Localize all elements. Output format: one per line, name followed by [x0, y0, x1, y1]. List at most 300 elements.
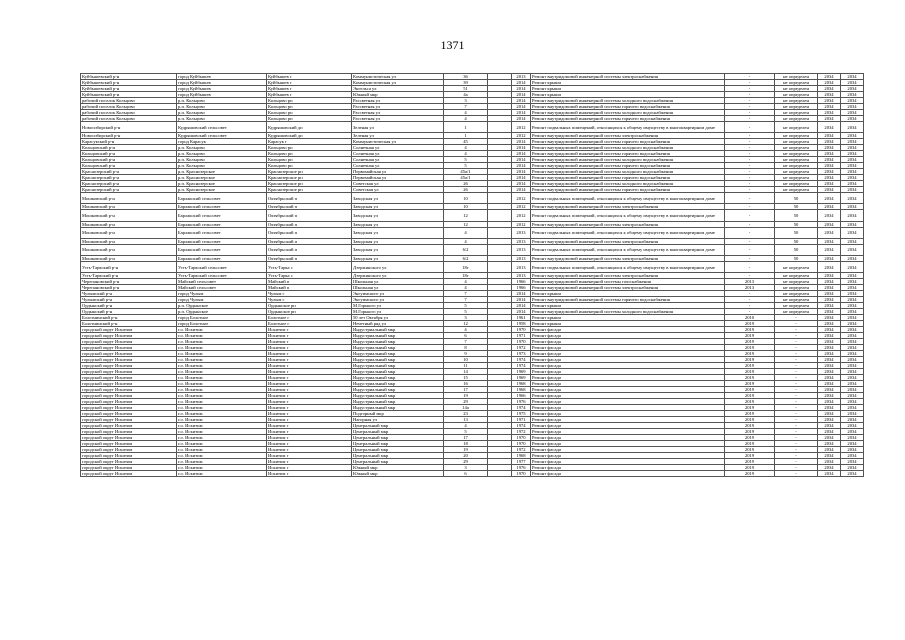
cell-plan-start: 2034 [818, 369, 841, 375]
cell-house: 16 [444, 381, 488, 387]
table-body [81, 74, 864, 477]
cell-settlement: Октябрьский п [267, 193, 352, 204]
cell-cost: не определен [775, 285, 818, 291]
cell-municipality: Кудряшовский сельсовет [177, 122, 267, 133]
cell-street: М.Горького ул [352, 303, 444, 309]
cell-prev-year: - [725, 163, 775, 169]
cell-municipality: Кудряшовский сельсовет [177, 133, 267, 139]
cell-municipality: Барлакский сельсовет [177, 227, 267, 238]
cell-district: Болотнинский р-н [81, 315, 177, 321]
cell-cost: не определен [775, 151, 818, 157]
cell-street: Зеленая ул [352, 122, 444, 133]
cell-street: Энгуимского ул [352, 297, 444, 303]
cell-settlement: Искитим г [267, 393, 352, 399]
cell-municipality: г.о. Искитим [177, 351, 267, 357]
cell-prev-year: - [725, 309, 775, 315]
cell-street: Коммунистическая ул [352, 80, 444, 86]
cell-prev-year: - [725, 238, 775, 244]
cell-building [488, 244, 512, 255]
cell-year: 2014 [512, 80, 531, 86]
cell-plan-start: 2034 [818, 447, 841, 453]
cell-prev-year: - [725, 303, 775, 309]
cell-district: Мошковский р-н [81, 221, 177, 227]
cell-year: 2012 [512, 210, 531, 221]
cell-house: 36 [444, 74, 488, 80]
cell-municipality: р.п. Краснозерское [177, 169, 267, 175]
cell-street: Заводская ул [352, 221, 444, 227]
cell-plan-start: 2034 [818, 139, 841, 145]
cell-year: 1972 [512, 429, 531, 435]
cell-year: 1977 [512, 459, 531, 465]
cell-work-type: Ремонт внутридомовой инженерной системы электроснабжения [531, 285, 725, 291]
cell-house: 51 [444, 86, 488, 92]
cell-year: 2014 [512, 157, 531, 163]
cell-settlement: Краснозерское рп [267, 187, 352, 193]
cell-street: Нечетный ряд ул [352, 321, 444, 327]
cell-district: городской округ Искитим [81, 381, 177, 387]
cell-year: 2014 [512, 86, 531, 92]
cell-work-type: Ремонт фасада [531, 423, 725, 429]
cell-prev-year: - [725, 273, 775, 279]
cell-plan-end: 2034 [841, 471, 864, 477]
cell-work-type: Ремонт внутридомовой инженерной системы электроснабжения [531, 255, 725, 261]
cell-street: Индустриальный мкр [352, 387, 444, 393]
cell-street: Солнечная ул [352, 145, 444, 151]
cell-street: Заводская ул [352, 227, 444, 238]
cell-plan-start: 2034 [818, 181, 841, 187]
cell-year: 2014 [512, 98, 531, 104]
cell-district: городской округ Искитим [81, 375, 177, 381]
cell-district: городской округ Искитим [81, 363, 177, 369]
cell-prev-year: - [725, 297, 775, 303]
cell-work-type: Ремонт крыши [531, 86, 725, 92]
cell-year: 1970 [512, 435, 531, 441]
cell-plan-end: 2034 [841, 405, 864, 411]
cell-street: Солнечная ул [352, 163, 444, 169]
cell-prev-year: - [725, 291, 775, 297]
cell-prev-year: - [725, 244, 775, 255]
cell-cost: 50 [775, 227, 818, 238]
cell-cost: 50 [775, 238, 818, 244]
cell-settlement: Чулым г [267, 297, 352, 303]
cell-house: 10 [444, 357, 488, 363]
cell-municipality: г.о. Искитим [177, 387, 267, 393]
cell-settlement: Искитим г [267, 435, 352, 441]
cell-house: 8 [444, 345, 488, 351]
cell-plan-start: 2034 [818, 393, 841, 399]
cell-plan-start: 2034 [818, 187, 841, 193]
cell-street: Центральный мкр [352, 453, 444, 459]
cell-municipality: г.о. Искитим [177, 363, 267, 369]
cell-house: 3 [444, 315, 488, 321]
cell-municipality: г.о. Искитим [177, 441, 267, 447]
cell-plan-start: 2034 [818, 471, 841, 477]
cell-municipality: Майский сельсовет [177, 279, 267, 285]
cell-work-type: Ремонт внутридомовой инженерной системы горячего водоснабжения [531, 163, 725, 169]
cell-cost: не определен [775, 261, 818, 272]
cell-settlement: Искитим г [267, 417, 352, 423]
cell-year: 2013 [512, 227, 531, 238]
cell-work-type: Ремонт фасада [531, 375, 725, 381]
cell-plan-start: 2034 [818, 244, 841, 255]
cell-prev-year: 2013 [725, 279, 775, 285]
cell-cost: - [775, 429, 818, 435]
cell-work-type: Ремонт внутридомовой инженерной системы горячего водоснабжения [531, 139, 725, 145]
cell-settlement: Октябрьский п [267, 244, 352, 255]
cell-municipality: Барлакский сельсовет [177, 210, 267, 221]
cell-plan-end: 2034 [841, 441, 864, 447]
cell-district: Мошковский р-н [81, 238, 177, 244]
cell-municipality: р.п. Кольцово [177, 145, 267, 151]
cell-plan-start: 2034 [818, 465, 841, 471]
cell-house: 4 [444, 285, 488, 291]
cell-cost: не определен [775, 291, 818, 297]
cell-house: 7 [444, 339, 488, 345]
cell-plan-end: 2034 [841, 399, 864, 405]
cell-work-type: Ремонт фасада [531, 399, 725, 405]
cell-work-type: Ремонт внутридомовой инженерной системы холодного водоснабжения [531, 98, 725, 104]
cell-plan-start: 2034 [818, 297, 841, 303]
cell-year: 2014 [512, 151, 531, 157]
cell-year: 2014 [512, 145, 531, 151]
cell-plan-start: 2034 [818, 175, 841, 181]
cell-municipality: Барлакский сельсовет [177, 244, 267, 255]
cell-plan-start: 2034 [818, 279, 841, 285]
cell-plan-start: 2034 [818, 291, 841, 297]
cell-year: 1970 [512, 441, 531, 447]
cell-work-type: Ремонт внутридомовой инженерной системы холодного водоснабжения [531, 181, 725, 187]
cell-year: 2014 [512, 169, 531, 175]
cell-municipality: р.п. Ордынское [177, 309, 267, 315]
cell-prev-year: 2019 [725, 471, 775, 477]
cell-year: 1966 [512, 279, 531, 285]
cell-year: 2014 [512, 181, 531, 187]
cell-plan-end: 2034 [841, 116, 864, 122]
cell-cost: 50 [775, 193, 818, 204]
cell-plan-end: 2034 [841, 345, 864, 351]
cell-plan-end: 2034 [841, 187, 864, 193]
cell-district: Усть-Таркский р-н [81, 261, 177, 272]
cell-house: 7 [444, 104, 488, 110]
cell-house: 29 [444, 459, 488, 465]
cell-district: городской округ Искитим [81, 327, 177, 333]
cell-year: 1975 [512, 411, 531, 417]
cell-street: Подгорный мкр [352, 411, 444, 417]
cell-year: 2013 [512, 273, 531, 279]
cell-district: Мошковский р-н [81, 244, 177, 255]
cell-house: 4 [444, 110, 488, 116]
cell-street: 50 лет Октября ул [352, 315, 444, 321]
cell-settlement: Октябрьский п [267, 210, 352, 221]
page-number: 1371 [440, 38, 465, 52]
cell-house: 4 [444, 227, 488, 238]
cell-district: городской округ Искитим [81, 405, 177, 411]
cell-work-type: Ремонт фасада [531, 441, 725, 447]
cell-municipality: г.о. Искитим [177, 369, 267, 375]
cell-plan-start: 2034 [818, 417, 841, 423]
cell-cost: 50 [775, 255, 818, 261]
cell-district: Краснозерский р-н [81, 187, 177, 193]
cell-building [488, 122, 512, 133]
cell-work-type: Ремонт крыши [531, 303, 725, 309]
cell-plan-end: 2034 [841, 181, 864, 187]
cell-plan-start: 2034 [818, 375, 841, 381]
cell-district: Кольцовский р-н [81, 157, 177, 163]
cell-cost: - [775, 375, 818, 381]
cell-work-type: Ремонт внутридомовой инженерной системы газоснабжения [531, 279, 725, 285]
cell-street: Коммунистическая ул [352, 74, 444, 80]
cell-cost: - [775, 411, 818, 417]
cell-year: 1974 [512, 363, 531, 369]
cell-district: Болотнинский р-н [81, 321, 177, 327]
cell-municipality: г.о. Искитим [177, 345, 267, 351]
cell-plan-end: 2034 [841, 238, 864, 244]
cell-street: Рассветная ул [352, 98, 444, 104]
cell-work-type: Ремонт фасада [531, 429, 725, 435]
cell-plan-start: 2034 [818, 261, 841, 272]
cell-house: 12 [444, 210, 488, 221]
cell-cost: не определен [775, 139, 818, 145]
cell-prev-year: 2019 [725, 345, 775, 351]
cell-municipality: г.о. Искитим [177, 375, 267, 381]
cell-house: 9 [444, 351, 488, 357]
cell-settlement: Искитим г [267, 405, 352, 411]
cell-municipality: г.о. Искитим [177, 327, 267, 333]
cell-settlement: Майский п [267, 285, 352, 291]
cell-street: Солнечная ул [352, 157, 444, 163]
cell-municipality: р.п. Ордынское [177, 303, 267, 309]
cell-plan-end: 2034 [841, 175, 864, 181]
cell-district: городской округ Искитим [81, 387, 177, 393]
cell-house: 4 [444, 279, 488, 285]
cell-house: 14a [444, 405, 488, 411]
table-row [81, 244, 864, 255]
cell-work-type: Ремонт фасада [531, 465, 725, 471]
cell-work-type: Ремонт подвальных помещений, относящихся к общему имуществу в многоквартирном доме [531, 227, 725, 238]
cell-street: Рассветная ул [352, 116, 444, 122]
cell-settlement: Краснозерское рп [267, 169, 352, 175]
cell-cost: не определен [775, 86, 818, 92]
cell-municipality: г.о. Искитим [177, 453, 267, 459]
cell-district: городской округ Искитим [81, 333, 177, 339]
cell-prev-year: - [725, 193, 775, 204]
cell-plan-end: 2034 [841, 459, 864, 465]
cell-street: Южный мкр [352, 471, 444, 477]
cell-plan-end: 2034 [841, 139, 864, 145]
cell-prev-year: - [725, 80, 775, 86]
cell-plan-end: 2034 [841, 453, 864, 459]
cell-house: 18г [444, 261, 488, 272]
cell-plan-start: 2034 [818, 303, 841, 309]
cell-settlement: Искитим г [267, 429, 352, 435]
cell-year: 2013 [512, 74, 531, 80]
cell-year: 1976 [512, 399, 531, 405]
cell-plan-end: 2034 [841, 151, 864, 157]
cell-plan-start: 2034 [818, 345, 841, 351]
cell-year: 2014 [512, 175, 531, 181]
cell-street: Индустриальный мкр [352, 375, 444, 381]
cell-prev-year: - [725, 145, 775, 151]
cell-work-type: Ремонт фасада [531, 453, 725, 459]
cell-year: 2014 [512, 303, 531, 309]
cell-plan-start: 2034 [818, 163, 841, 169]
cell-work-type: Ремонт внутридомовой инженерной системы электроснабжения [531, 204, 725, 210]
cell-plan-start: 2034 [818, 273, 841, 279]
cell-settlement: Искитим г [267, 381, 352, 387]
cell-work-type: Ремонт фасада [531, 447, 725, 453]
cell-plan-start: 2034 [818, 309, 841, 315]
cell-year: 1974 [512, 423, 531, 429]
cell-settlement: Кольцово рп [267, 116, 352, 122]
cell-prev-year: - [725, 116, 775, 122]
cell-street: Индустриальный мкр [352, 399, 444, 405]
cell-district: Ордынский р-н [81, 309, 177, 315]
cell-prev-year: 2019 [725, 333, 775, 339]
cell-district: рабочий поселок Кольцово [81, 110, 177, 116]
cell-settlement: Октябрьский п [267, 238, 352, 244]
cell-plan-end: 2034 [841, 122, 864, 133]
cell-plan-end: 2034 [841, 387, 864, 393]
cell-settlement: Кольцово рп [267, 151, 352, 157]
cell-street: Центральный мкр [352, 429, 444, 435]
cell-house: 26 [444, 181, 488, 187]
cell-cost: не определен [775, 80, 818, 86]
cell-settlement: Искитим г [267, 363, 352, 369]
cell-municipality: город Чулым [177, 297, 267, 303]
cell-house: 18 [444, 441, 488, 447]
cell-cost: - [775, 333, 818, 339]
cell-year: 2014 [512, 92, 531, 98]
cell-plan-end: 2034 [841, 169, 864, 175]
cell-plan-end: 2034 [841, 417, 864, 423]
cell-municipality: г.о. Искитим [177, 423, 267, 429]
cell-house: 45 [444, 139, 488, 145]
cell-work-type: Ремонт подвальных помещений, относящихся к общему имуществу в многоквартирном доме [531, 193, 725, 204]
cell-settlement: Чулым г [267, 291, 352, 297]
cell-plan-start: 2034 [818, 227, 841, 238]
cell-district: Чулымский р-н [81, 291, 177, 297]
cell-building [488, 193, 512, 204]
cell-work-type: Ремонт фасада [531, 333, 725, 339]
cell-cost: - [775, 465, 818, 471]
cell-street: Центральный мкр [352, 447, 444, 453]
cell-municipality: г.о. Искитим [177, 435, 267, 441]
cell-district: Кольцовский р-н [81, 163, 177, 169]
cell-plan-end: 2034 [841, 393, 864, 399]
cell-prev-year: - [725, 181, 775, 187]
cell-cost: - [775, 345, 818, 351]
cell-settlement: Карасук г [267, 139, 352, 145]
cell-municipality: г.о. Искитим [177, 429, 267, 435]
cell-work-type: Ремонт фасада [531, 471, 725, 477]
cell-settlement: Кольцово рп [267, 145, 352, 151]
cell-work-type: Ремонт крыши [531, 291, 725, 297]
cell-cost: - [775, 459, 818, 465]
cell-settlement: Ордынское рп [267, 303, 352, 309]
cell-district: городской округ Искитим [81, 447, 177, 453]
cell-year: 1971 [512, 417, 531, 423]
cell-settlement: Искитим г [267, 459, 352, 465]
cell-cost: - [775, 417, 818, 423]
cell-municipality: р.п. Краснозерское [177, 175, 267, 181]
cell-house: 45a/1 [444, 175, 488, 181]
cell-plan-end: 2034 [841, 157, 864, 163]
cell-district: городской округ Искитим [81, 399, 177, 405]
cell-work-type: Ремонт фасада [531, 339, 725, 345]
cell-cost: - [775, 447, 818, 453]
cell-plan-end: 2034 [841, 363, 864, 369]
cell-house: 4 [444, 151, 488, 157]
cell-settlement: Кудряшовский дп [267, 122, 352, 133]
cell-year: 2014 [512, 309, 531, 315]
cell-plan-end: 2034 [841, 381, 864, 387]
cell-district: Мошковский р-н [81, 255, 177, 261]
cell-work-type: Ремонт крыши [531, 321, 725, 327]
cell-plan-end: 2034 [841, 92, 864, 98]
cell-work-type: Ремонт внутридомовой инженерной системы электроснабжения [531, 133, 725, 139]
cell-work-type: Ремонт внутридомовой инженерной системы горячего водоснабжения [531, 297, 725, 303]
cell-prev-year: 2010 [725, 315, 775, 321]
cell-plan-start: 2034 [818, 363, 841, 369]
cell-year: 2012 [512, 133, 531, 139]
cell-plan-end: 2034 [841, 321, 864, 327]
cell-street: Индустриальный мкр [352, 351, 444, 357]
cell-year: 1974 [512, 405, 531, 411]
cell-municipality: р.п. Кольцово [177, 116, 267, 122]
cell-plan-start: 2034 [818, 255, 841, 261]
cell-street: Индустриальный мкр [352, 405, 444, 411]
cell-district: Куйбышевский р-н [81, 80, 177, 86]
cell-cost: не определен [775, 92, 818, 98]
cell-work-type: Ремонт фасада [531, 351, 725, 357]
cell-house: 12 [444, 221, 488, 227]
cell-municipality: г.о. Искитим [177, 393, 267, 399]
cell-year: 1970 [512, 471, 531, 477]
cell-house: 6 [444, 333, 488, 339]
cell-plan-end: 2034 [841, 423, 864, 429]
cell-prev-year: 2019 [725, 441, 775, 447]
cell-district: городской округ Искитим [81, 411, 177, 417]
cell-district: рабочий поселок Кольцово [81, 104, 177, 110]
cell-house: 10 [444, 193, 488, 204]
cell-settlement: Куйбышев г [267, 92, 352, 98]
cell-house: 7 [444, 297, 488, 303]
cell-prev-year: 2019 [725, 411, 775, 417]
cell-prev-year: 2019 [725, 399, 775, 405]
cell-district: Мошковский р-н [81, 227, 177, 238]
cell-plan-start: 2034 [818, 157, 841, 163]
cell-street: Индустриальный мкр [352, 339, 444, 345]
cell-work-type: Ремонт внутридомовой инженерной системы холодного водоснабжения [531, 157, 725, 163]
cell-building [488, 471, 512, 477]
cell-year: 1976 [512, 465, 531, 471]
cell-settlement: Искитим г [267, 357, 352, 363]
cell-house: 5 [444, 303, 488, 309]
cell-plan-start: 2034 [818, 122, 841, 133]
cell-prev-year: 2019 [725, 447, 775, 453]
cell-house: 19 [444, 447, 488, 453]
cell-municipality: г.о. Искитим [177, 465, 267, 471]
cell-work-type: Ремонт фасада [531, 405, 725, 411]
cell-plan-start: 2034 [818, 405, 841, 411]
cell-year: 2014 [512, 116, 531, 122]
cell-district: Краснозерский р-н [81, 169, 177, 175]
cell-prev-year: 2019 [725, 363, 775, 369]
cell-plan-start: 2034 [818, 459, 841, 465]
cell-year: 1970 [512, 327, 531, 333]
cell-house: 6/2 [444, 244, 488, 255]
cell-year: 2014 [512, 104, 531, 110]
